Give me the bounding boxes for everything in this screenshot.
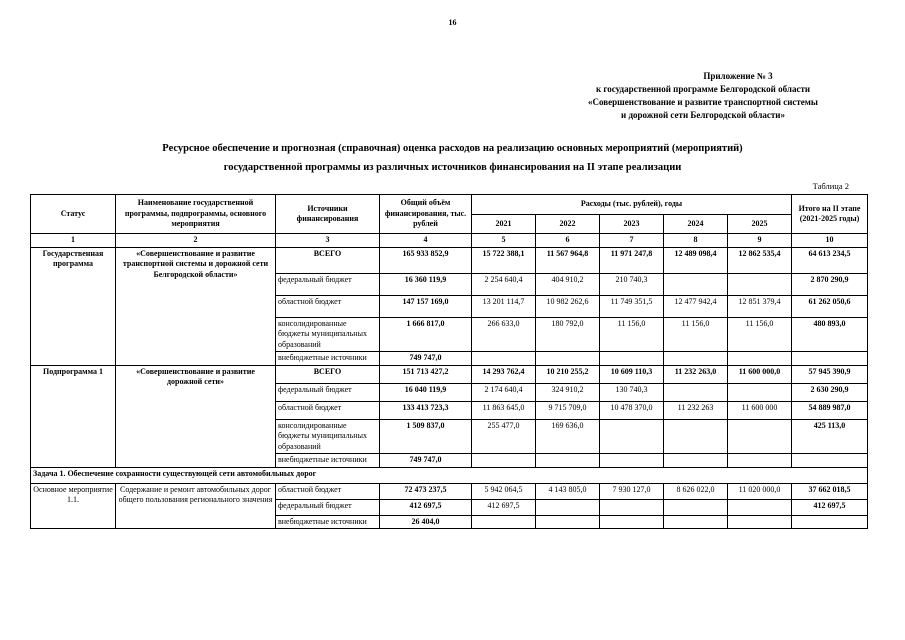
task-row <box>31 467 868 483</box>
row-sum: 425 113,0 <box>792 419 868 454</box>
row-year-value <box>536 352 600 366</box>
row-year-value: 255 477,0 <box>472 419 536 454</box>
row-sum <box>792 454 868 468</box>
row-sum <box>792 515 868 529</box>
row-year-value <box>600 419 664 454</box>
header-year: 2025 <box>728 214 792 234</box>
column-number-row <box>31 234 868 248</box>
row-year-value: 412 697,5 <box>472 499 536 515</box>
row-year-value <box>536 515 600 529</box>
row-year-value <box>600 515 664 529</box>
row-source: федеральный бюджет <box>276 383 380 401</box>
row-sum <box>792 352 868 366</box>
header-expenses: Расходы (тыс. рублей), годы <box>472 195 792 215</box>
appendix-line-2: к государственной программе Белгородской области <box>595 84 811 94</box>
row-name: «Совершенствование и развитие дорожной сети» <box>116 365 276 467</box>
column-number: 9 <box>728 234 792 248</box>
row-name: Содержание и ремонт автомобильных дорог общего пользования регионального значения <box>116 483 276 529</box>
row-year-value: 11 567 964,8 <box>536 247 600 273</box>
row-total: 749 747,0 <box>380 352 472 366</box>
page-number: 16 <box>448 18 457 27</box>
title-line-2: государственной программы из различных источников финансирования на II этапе реализации <box>223 162 682 173</box>
row-year-value: 404 910,2 <box>536 273 600 295</box>
row-year-value <box>472 515 536 529</box>
row-total: 412 697,5 <box>380 499 472 515</box>
row-sum: 480 893,0 <box>792 317 868 352</box>
row-year-value <box>664 383 728 401</box>
row-year-value: 169 636,0 <box>536 419 600 454</box>
column-number: 3 <box>276 234 380 248</box>
row-year-value: 12 851 379,4 <box>728 295 792 317</box>
row-sum: 64 613 234,5 <box>792 247 868 273</box>
row-year-value: 11 020 000,0 <box>728 483 792 499</box>
header-year: 2024 <box>664 214 728 234</box>
row-year-value: 13 201 114,7 <box>472 295 536 317</box>
row-year-value: 10 982 262,6 <box>536 295 600 317</box>
row-source: внебюджетные источники <box>276 454 380 468</box>
row-year-value: 11 156,0 <box>664 317 728 352</box>
row-year-value <box>664 273 728 295</box>
column-number: 4 <box>380 234 472 248</box>
row-year-value: 11 971 247,8 <box>600 247 664 273</box>
row-year-value <box>664 352 728 366</box>
row-year-value: 324 910,2 <box>536 383 600 401</box>
row-year-value: 266 633,0 <box>472 317 536 352</box>
row-total: 165 933 852,9 <box>380 247 472 273</box>
appendix-line-3: «Совершенствование и развитие транспортной системы <box>588 97 818 107</box>
row-year-value <box>728 352 792 366</box>
row-year-value: 12 862 535,4 <box>728 247 792 273</box>
row-year-value: 11 600 000 <box>728 401 792 419</box>
header-status: Статус <box>31 195 116 234</box>
header-name: Наименование государственной программы, подпрограммы, основного мероприятия <box>116 195 276 234</box>
table-row <box>31 483 868 499</box>
row-year-value: 10 609 110,3 <box>600 365 664 383</box>
row-year-value: 11 749 351,5 <box>600 295 664 317</box>
row-year-value <box>664 515 728 529</box>
row-total: 151 713 427,2 <box>380 365 472 383</box>
row-sum: 412 697,5 <box>792 499 868 515</box>
row-year-value <box>728 383 792 401</box>
row-year-value <box>600 454 664 468</box>
row-year-value <box>600 352 664 366</box>
row-total: 133 413 723,3 <box>380 401 472 419</box>
row-year-value <box>472 454 536 468</box>
row-source: консолидированные бюджеты муниципальных образований <box>276 317 380 352</box>
row-status: Государственная программа <box>31 247 116 365</box>
row-sum: 2 630 290,9 <box>792 383 868 401</box>
row-status: Основное мероприятие 1.1. <box>31 483 116 529</box>
row-total: 749 747,0 <box>380 454 472 468</box>
row-year-value <box>536 499 600 515</box>
row-source: ВСЕГО <box>276 247 380 273</box>
task-title: Задача 1. Обеспечение сохранности существующей сети автомобильных дорог <box>31 467 868 483</box>
header-year: 2021 <box>472 214 536 234</box>
row-year-value <box>536 454 600 468</box>
row-year-value <box>664 454 728 468</box>
row-year-value: 8 626 022,0 <box>664 483 728 499</box>
row-year-value: 10 210 255,2 <box>536 365 600 383</box>
row-year-value: 14 293 762,4 <box>472 365 536 383</box>
row-total: 1 666 817,0 <box>380 317 472 352</box>
header-year: 2023 <box>600 214 664 234</box>
row-year-value: 10 478 370,0 <box>600 401 664 419</box>
header-sum: Итого на II этапе (2021-2025 годы) <box>792 195 868 234</box>
row-total: 72 473 237,5 <box>380 483 472 499</box>
row-sum: 57 945 390,9 <box>792 365 868 383</box>
row-source: областной бюджет <box>276 401 380 419</box>
row-total: 147 157 169,0 <box>380 295 472 317</box>
row-year-value: 2 174 640,4 <box>472 383 536 401</box>
row-year-value: 11 232 263 <box>664 401 728 419</box>
row-sum: 54 889 987,0 <box>792 401 868 419</box>
row-source: консолидированные бюджеты муниципальных образований <box>276 419 380 454</box>
row-year-value: 12 477 942,4 <box>664 295 728 317</box>
row-source: внебюджетные источники <box>276 352 380 366</box>
row-source: внебюджетные источники <box>276 515 380 529</box>
row-sum: 61 262 050,6 <box>792 295 868 317</box>
column-number: 6 <box>536 234 600 248</box>
row-year-value: 9 715 709,0 <box>536 401 600 419</box>
column-number: 7 <box>600 234 664 248</box>
header-row-1 <box>31 195 868 215</box>
row-sum: 2 870 290,9 <box>792 273 868 295</box>
header-year: 2022 <box>536 214 600 234</box>
row-year-value <box>600 499 664 515</box>
resource-table <box>30 194 868 529</box>
appendix-line-4: и дорожной сети Белгородской области» <box>621 110 785 120</box>
row-year-value: 11 863 645,0 <box>472 401 536 419</box>
column-number: 8 <box>664 234 728 248</box>
row-year-value: 7 930 127,0 <box>600 483 664 499</box>
row-name: «Совершенствование и развитие транспортной системы и дорожной сети Белгородской области» <box>116 247 276 365</box>
document-title <box>0 139 905 177</box>
row-year-value <box>728 273 792 295</box>
header-sources: Источники финансирования <box>276 195 380 234</box>
row-total: 1 509 837,0 <box>380 419 472 454</box>
column-number: 10 <box>792 234 868 248</box>
row-year-value: 11 600 000,0 <box>728 365 792 383</box>
row-year-value <box>728 454 792 468</box>
row-year-value <box>472 352 536 366</box>
row-year-value: 130 740,3 <box>600 383 664 401</box>
row-status: Подпрограмма 1 <box>31 365 116 467</box>
row-source: федеральный бюджет <box>276 499 380 515</box>
title-line-1: Ресурсное обеспечение и прогнозная (справочная) оценка расходов на реализацию основных мероприятий (мероприятий) <box>162 143 743 154</box>
row-year-value <box>728 515 792 529</box>
row-year-value: 15 722 388,1 <box>472 247 536 273</box>
header-total: Общий объём финансирования, тыс. рублей <box>380 195 472 234</box>
row-year-value <box>728 419 792 454</box>
row-year-value: 210 740,3 <box>600 273 664 295</box>
appendix-heading <box>548 70 858 122</box>
row-total: 16 040 119,9 <box>380 383 472 401</box>
row-total: 26 404,0 <box>380 515 472 529</box>
row-year-value: 2 254 640,4 <box>472 273 536 295</box>
row-source: областной бюджет <box>276 483 380 499</box>
row-sum: 37 662 018,5 <box>792 483 868 499</box>
appendix-line-1: Приложение № 3 <box>703 71 773 81</box>
row-source: федеральный бюджет <box>276 273 380 295</box>
table-label: Таблица 2 <box>812 181 849 191</box>
row-year-value: 11 156,0 <box>600 317 664 352</box>
column-number: 1 <box>31 234 116 248</box>
row-year-value: 180 792,0 <box>536 317 600 352</box>
row-total: 16 360 119,9 <box>380 273 472 295</box>
row-year-value <box>664 499 728 515</box>
row-year-value: 5 942 064,5 <box>472 483 536 499</box>
row-year-value: 12 489 098,4 <box>664 247 728 273</box>
row-source: ВСЕГО <box>276 365 380 383</box>
row-year-value <box>664 419 728 454</box>
table-row <box>31 365 868 383</box>
row-year-value: 11 232 263,0 <box>664 365 728 383</box>
row-year-value <box>728 499 792 515</box>
column-number: 5 <box>472 234 536 248</box>
row-year-value: 4 143 805,0 <box>536 483 600 499</box>
table-row <box>31 247 868 273</box>
row-source: областной бюджет <box>276 295 380 317</box>
row-year-value: 11 156,0 <box>728 317 792 352</box>
column-number: 2 <box>116 234 276 248</box>
